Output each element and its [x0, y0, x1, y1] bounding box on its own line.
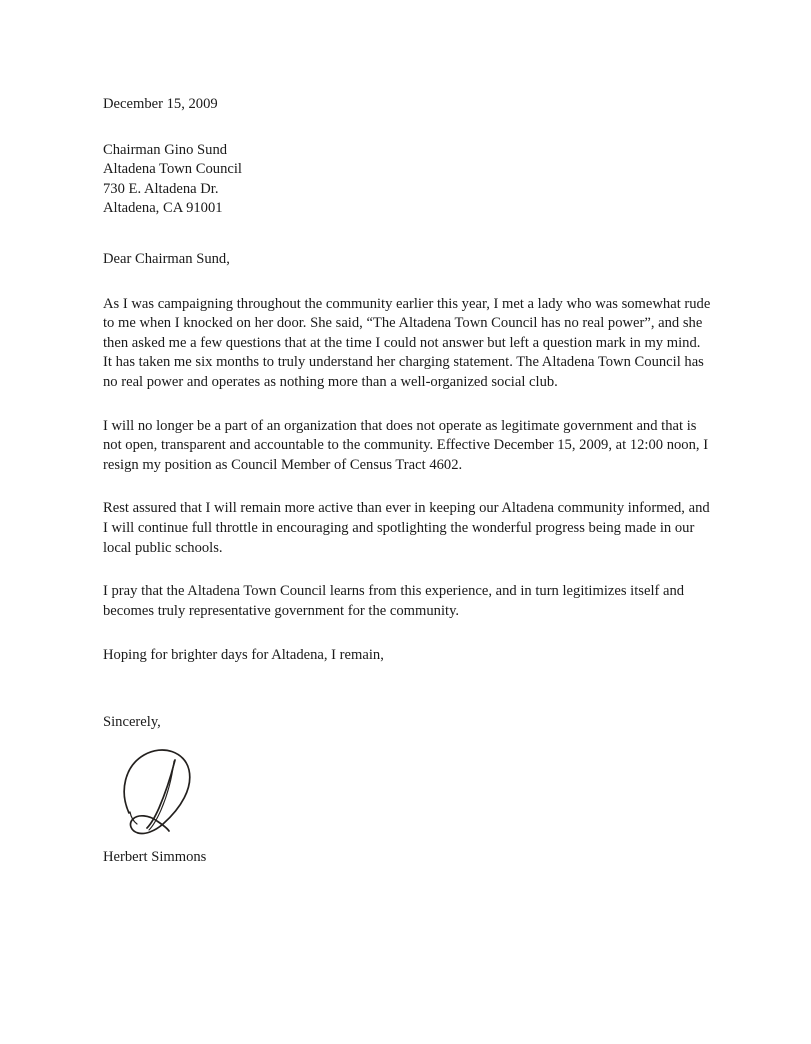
letter-date: December 15, 2009 [103, 96, 218, 112]
paragraph-2: I will no longer be a part of an organization that does not operate as legitimate government and that is not open, transparent and accountable to the community. Effective December 15, 2009, at 12:00 noon, I resign my position as Council Member of Census Tract 4602. [103, 417, 709, 473]
salutation: Dear Chairman Sund, [103, 250, 230, 267]
recipient-address-block [103, 141, 711, 219]
recipient-name: Chairman Gino Sund [103, 141, 228, 158]
recipient-organization: Altadena Town Council [103, 161, 242, 178]
letter-body [103, 95, 711, 868]
recipient-street: 730 E. Altadena Dr. [103, 180, 219, 197]
paragraph-4: I pray that the Altadena Town Council learns from this experience, and in turn legitimizes itself and becomes truly representative government for the community. [103, 583, 685, 619]
paragraph-1: As I was campaigning throughout the community earlier this year, I met a lady who was somewhat rude to me when I knocked on her door. She said, “The Altadena Town Council has no real power”, and she then asked me a few questions that at the time I could not answer but left a question mark in my mind. It has taken me six months to truly understand her charging statement. The Altadena Town Council has no real power and operates as nothing more than a well-organized social club. [103, 295, 711, 390]
paragraph-3: Rest assured that I will remain more active than ever in keeping our Altadena community informed, and I will continue full throttle in encouraging and spotlighting the wonderful progress being made in our local public schools. [103, 500, 710, 556]
handwritten-signature [111, 736, 711, 848]
closing-line: Hoping for brighter days for Altadena, I remain, [103, 647, 384, 664]
signer-name: Herbert Simmons [103, 849, 207, 866]
valediction: Sincerely, [103, 713, 161, 730]
recipient-city-state-zip: Altadena, CA 91001 [103, 200, 223, 217]
